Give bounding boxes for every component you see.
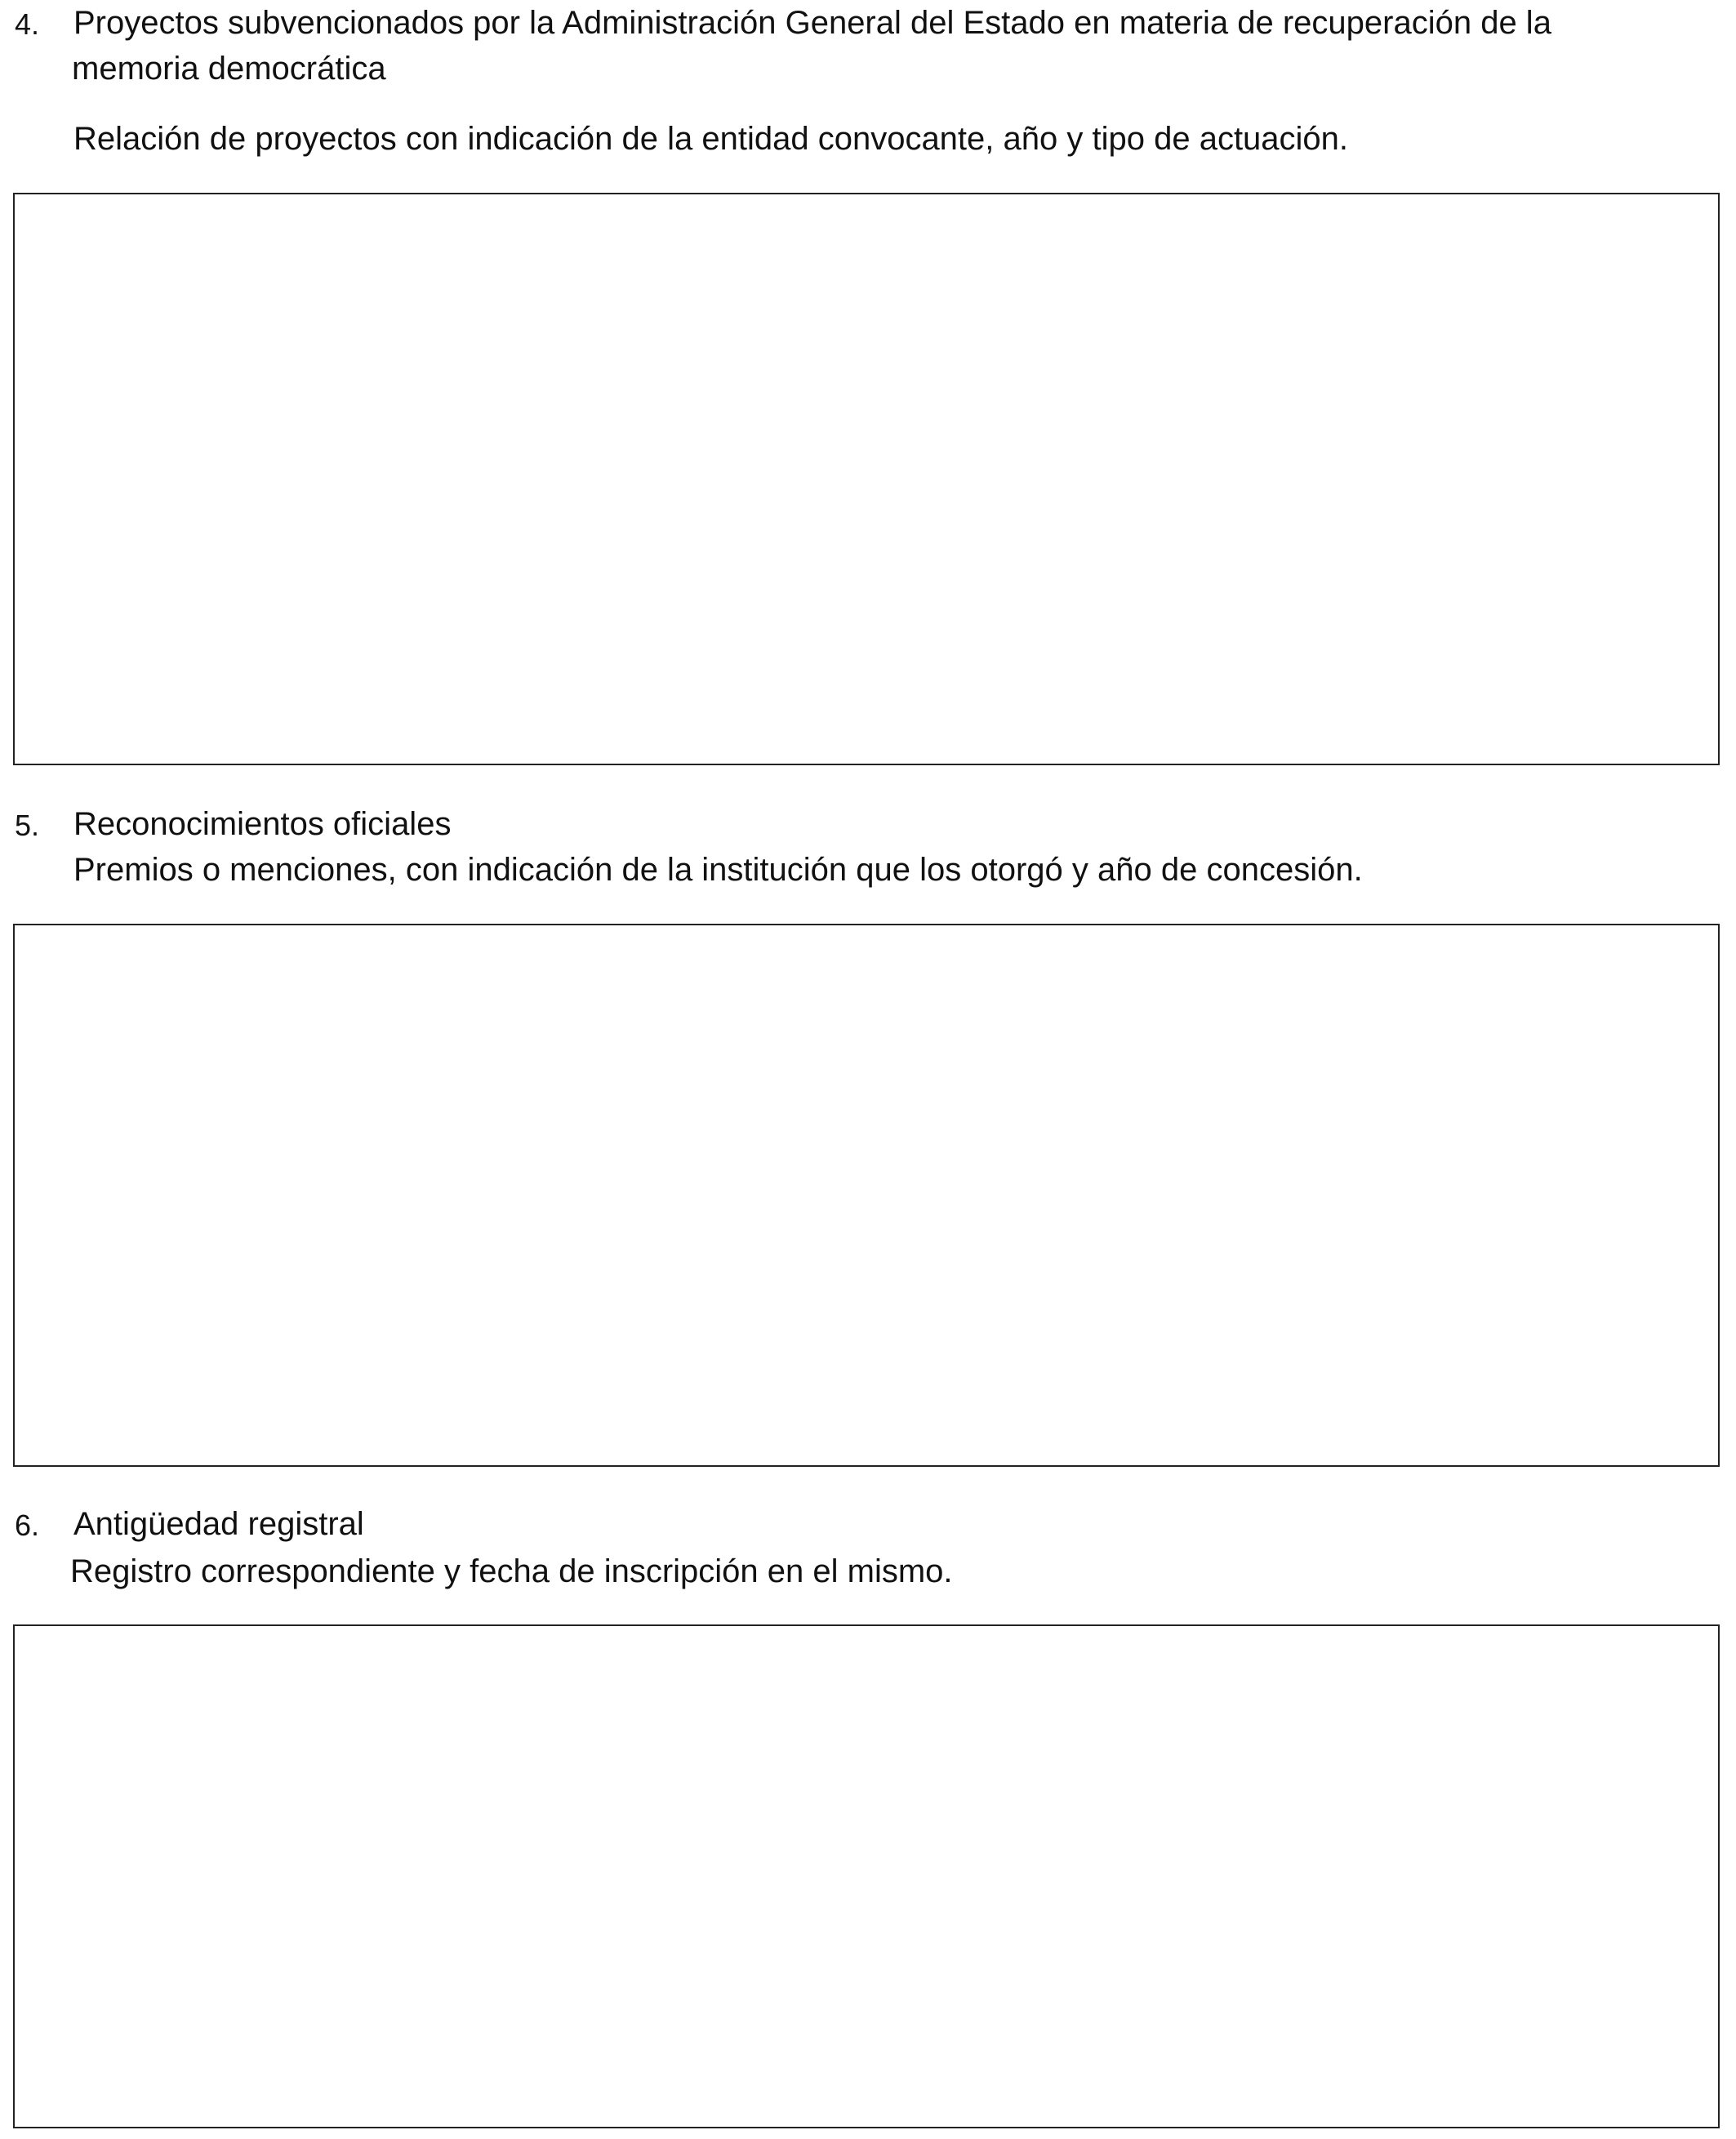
section-4-answer-box[interactable] (13, 193, 1720, 765)
section-6-description: Registro correspondiente y fecha de inscripción en el mismo. (70, 1553, 953, 1589)
section-5-number: 5. (15, 809, 40, 842)
section-4-description: Relación de proyectos con indicación de la entidad convocante, año y tipo de actuación. (73, 121, 1349, 157)
section-5-answer-box[interactable] (13, 924, 1720, 1467)
section-6-number: 6. (15, 1508, 40, 1542)
section-5-description: Premios o menciones, con indicación de la institución que los otorgó y año de concesión. (73, 852, 1363, 888)
section-6-answer-box[interactable] (13, 1624, 1720, 2128)
section-4-title-line2: memoria democrática (72, 51, 386, 87)
section-4-title-line1: Proyectos subvencionados por la Administración General del Estado en materia de recuperación de la (73, 5, 1551, 41)
section-5-title: Reconocimientos oficiales (73, 806, 452, 842)
section-6-title: Antigüedad registral (73, 1506, 364, 1542)
section-4-number: 4. (15, 7, 40, 41)
